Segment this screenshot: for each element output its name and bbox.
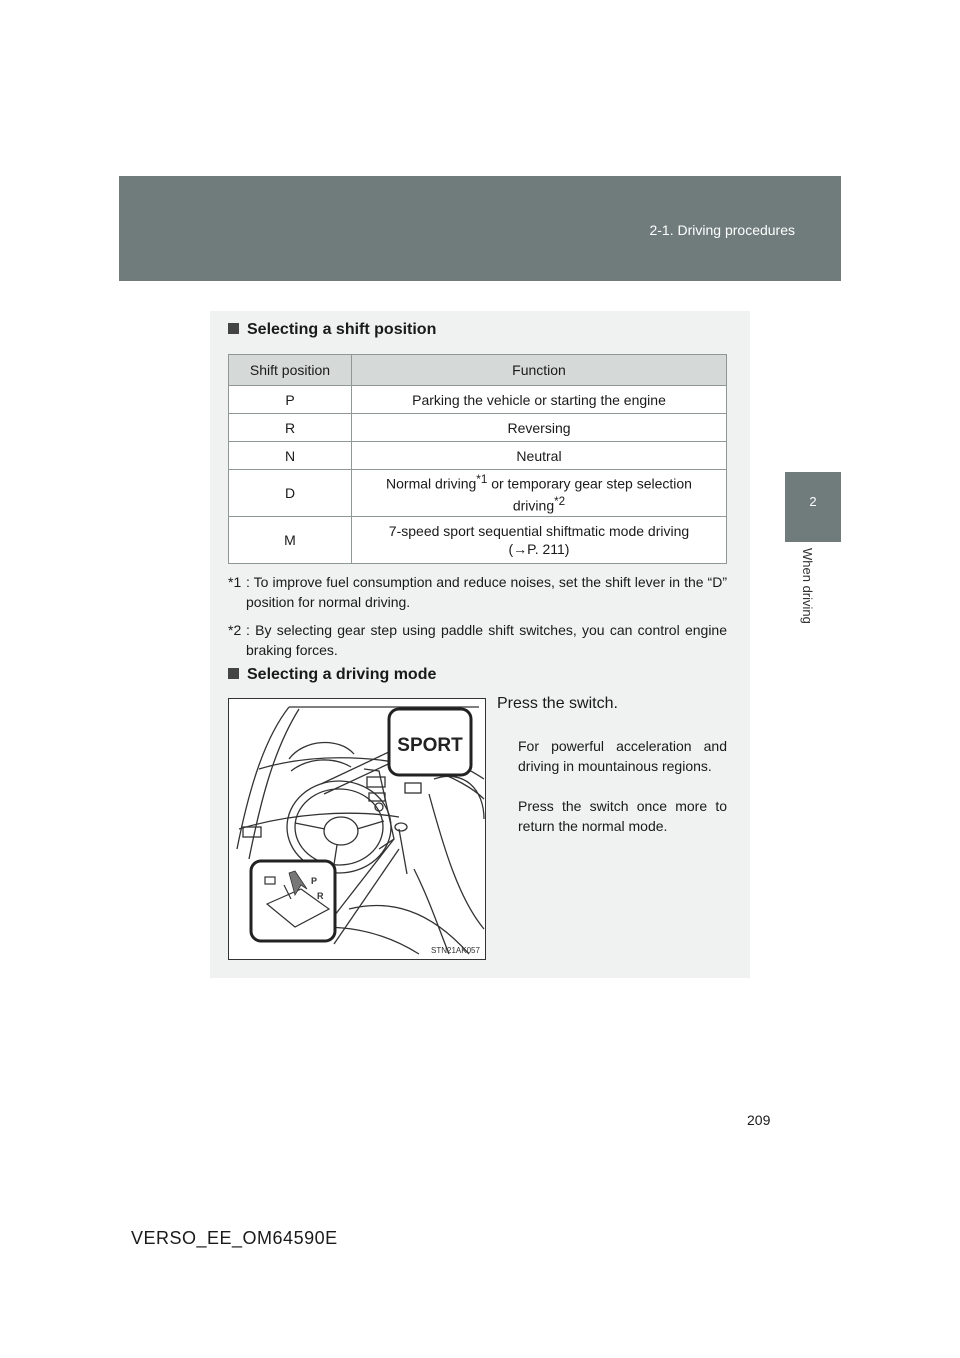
document-code: VERSO_EE_OM64590E: [131, 1228, 338, 1248]
function-cell: Neutral: [352, 442, 727, 470]
table-header-row: [229, 355, 727, 386]
shift-position-cell: R: [229, 414, 352, 442]
sport-switch-illustration: [228, 698, 486, 960]
section-heading-shift: [228, 321, 436, 339]
section-title: Selecting a shift position: [247, 321, 437, 338]
table-row: [229, 442, 727, 470]
shift-position-cell: N: [229, 442, 352, 470]
lever-p-label: P: [311, 876, 318, 886]
shift-position-cell: M: [229, 517, 352, 564]
dashboard-drawing: [229, 699, 485, 959]
table-row: [229, 386, 727, 414]
chapter-label: When driving: [800, 548, 815, 624]
chapter-tab: [785, 472, 841, 542]
footnote-ref: *2: [554, 495, 566, 508]
lever-r-label: R: [317, 891, 324, 901]
chapter-number: 2: [809, 494, 817, 509]
section-title: Selecting a driving mode: [247, 666, 437, 683]
function-cell: [352, 517, 727, 564]
instruction-text: Press the switch.: [497, 695, 618, 712]
section-heading-mode: [228, 666, 436, 684]
figure-code: STN21AK057: [431, 946, 480, 955]
footnote-text: : To improve fuel consumption and reduce noises, set the shift lever in the “D” position for normal driving.: [246, 574, 727, 610]
footnote-2: [228, 620, 727, 660]
footnote-mark: *1: [228, 574, 242, 590]
page-reference: (→P. 211): [508, 541, 570, 557]
function-cell: Reversing: [352, 414, 727, 442]
function-cell: [352, 470, 727, 517]
header-band: [119, 176, 841, 281]
table-row: [229, 470, 727, 517]
footnote-ref: *1: [476, 473, 488, 487]
shift-position-cell: P: [229, 386, 352, 414]
footnote-text: : By selecting gear step using paddle shift switches, you can control engine braking forces.: [246, 622, 727, 658]
table-row: [229, 517, 727, 564]
column-header: Shift position: [229, 355, 352, 386]
page-number: 209: [747, 1112, 771, 1128]
shift-position-table: [228, 354, 727, 564]
mode-description: Press the switch once more to return the normal mode.: [518, 798, 727, 834]
square-bullet-icon: [228, 323, 239, 334]
function-text: Normal driving: [386, 476, 477, 492]
column-header: Function: [352, 355, 727, 386]
function-cell: Parking the vehicle or starting the engine: [352, 386, 727, 414]
function-text: or temporary gear step selection driving: [487, 476, 692, 514]
footnote-mark: *2: [228, 622, 242, 638]
mode-description: For powerful acceleration and driving in mountainous regions.: [518, 738, 727, 774]
table-row: [229, 414, 727, 442]
shift-position-cell: D: [229, 470, 352, 517]
footnote-1: [228, 572, 727, 612]
section-breadcrumb: 2-1. Driving procedures: [649, 222, 795, 238]
square-bullet-icon: [228, 668, 239, 679]
function-text: 7-speed sport sequential shiftmatic mode driving: [388, 523, 690, 539]
sport-label: SPORT: [397, 735, 463, 756]
